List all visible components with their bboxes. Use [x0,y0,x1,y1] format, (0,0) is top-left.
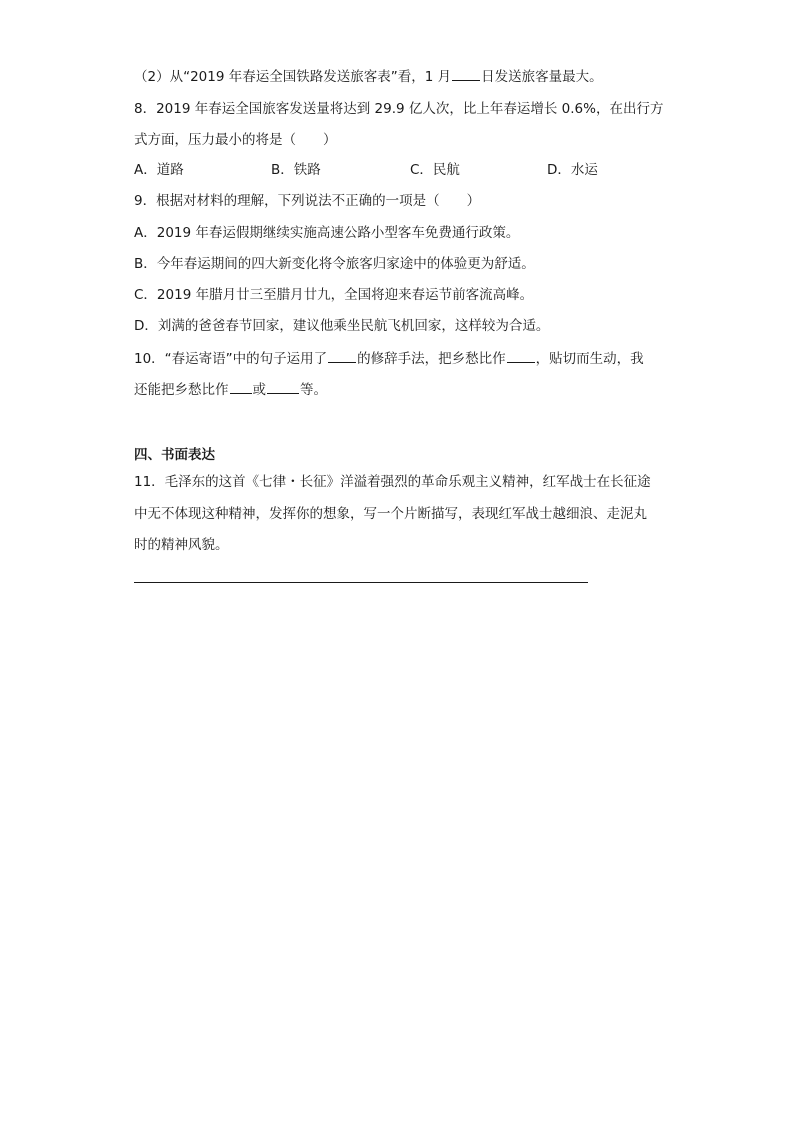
question-9-option-b[interactable]: B．今年春运期间的四大新变化将令旅客归家途中的体验更为舒适。 [134,256,535,272]
q10-text-3: ，贴切而生动，我 [535,351,644,367]
question-9-option-d[interactable]: D．刘满的爸爸春节回家，建议他乘坐民航飞机回家，这样较为合适。 [134,318,550,334]
section-heading: 四、书面表达 [134,447,215,463]
question-9-stem: 9．根据对材料的理解，下列说法不正确的一项是（ ） [134,193,481,209]
q10-text-5: 或 [252,382,266,398]
question-10-line-1 [134,348,644,369]
question-10-line-2 [134,379,327,400]
answer-blank[interactable] [507,348,535,363]
question-7-part-2 [134,66,603,87]
writing-answer-line[interactable] [134,582,588,583]
question-8-line-2: 式方面，压力最小的将是（ ） [134,132,337,148]
answer-blank[interactable] [452,66,480,81]
question-8-options [134,160,694,180]
q10-text-2: 的修辞手法，把乡愁比作 [357,351,506,367]
question-9-option-a[interactable]: A．2019 年春运假期继续实施高速公路小型客车免费通行政策。 [134,225,520,241]
q7-text-after: 日发送旅客量最大。 [481,69,603,85]
q10-text-4: 还能把乡愁比作 [134,382,229,398]
answer-blank[interactable] [230,379,252,394]
answer-blank[interactable] [267,379,299,394]
option-a[interactable]: A．道路 [134,162,184,178]
question-11-line-2: 中无不体现这种精神，发挥你的想象，写一个片断描写，表现红军战士越细浪、走泥丸 [134,506,647,522]
option-c[interactable]: C．民航 [410,162,460,178]
question-11-line-1: 11．毛泽东的这首《七律・长征》洋溢着强烈的革命乐观主义精神，红军战士在长征途 [134,474,651,490]
answer-blank[interactable] [328,348,356,363]
q7-text-before: （2）从“2019 年春运全国铁路发送旅客表”看，1 月 [134,69,452,85]
q10-text-1: 10．“春运寄语”中的句子运用了 [134,351,328,367]
q10-text-6: 等。 [300,382,327,398]
question-8-line-1: 8．2019 年春运全国旅客发送量将达到 29.9 亿人次，比上年春运增长 0.6%，在出行方 [134,101,664,117]
option-b[interactable]: B．铁路 [271,162,321,178]
question-11-line-3: 时的精神风貌。 [134,537,229,553]
option-d[interactable]: D．水运 [547,162,598,178]
question-9-option-c[interactable]: C．2019 年腊月廿三至腊月廿九，全国将迎来春运节前客流高峰。 [134,287,534,303]
